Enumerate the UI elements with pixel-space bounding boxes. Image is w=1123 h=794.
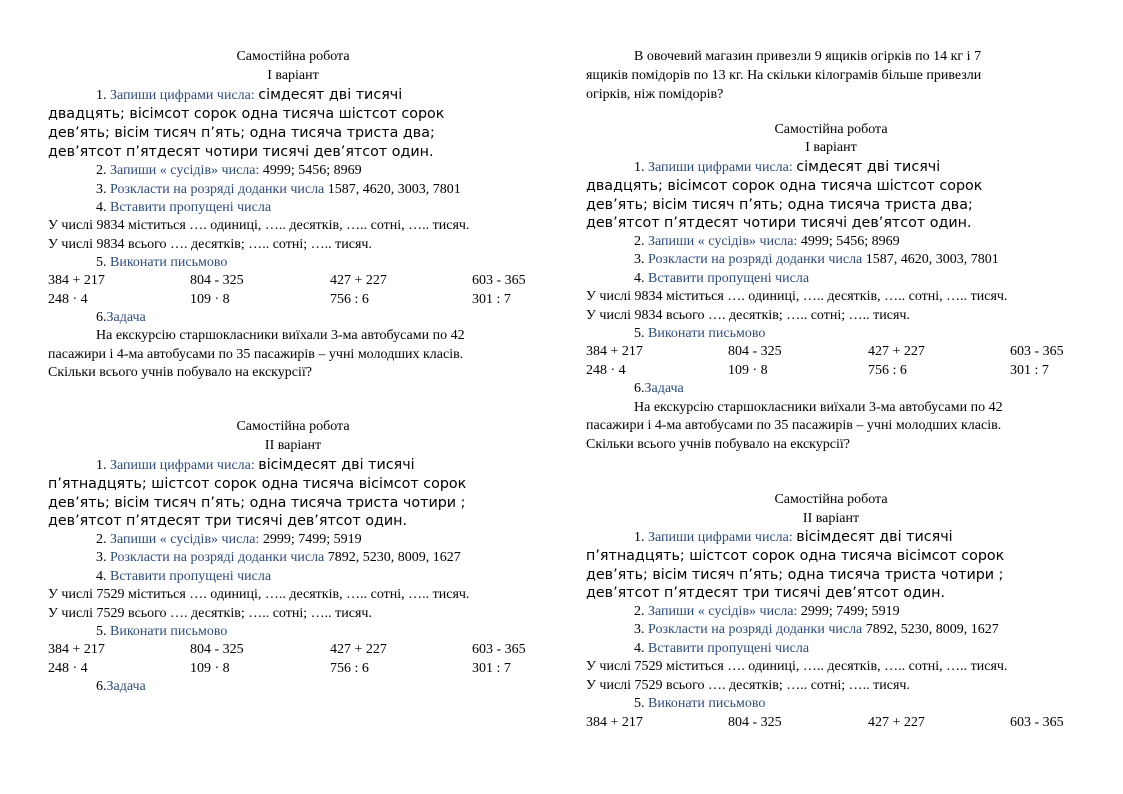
- task-label: Запиши цифрами числа:: [648, 530, 793, 545]
- task-number: 4.: [634, 641, 648, 656]
- task-number: 5.: [96, 255, 110, 270]
- exercise-row: [48, 660, 538, 678]
- task-number: 5.: [634, 696, 648, 711]
- variant-label: ІІ варіант: [264, 438, 322, 453]
- task4: [586, 270, 1123, 288]
- task1-text: дев’ятсот п’ятдесят чотири тисячі дев’ятсот один.: [48, 144, 434, 160]
- task-number: 4.: [634, 271, 648, 286]
- task-number: 6.: [634, 381, 645, 396]
- task-number: 2.: [96, 532, 110, 547]
- task-label: Виконати письмово: [110, 255, 228, 270]
- exercise: 248 · 4: [586, 363, 626, 378]
- exercise: 384 + 217: [48, 642, 105, 657]
- variant-label: ІІ варіант: [802, 511, 860, 526]
- task2: [586, 233, 1123, 251]
- exercise: 427 + 227: [868, 344, 925, 359]
- task2: [48, 531, 586, 549]
- task-number: 3.: [96, 550, 110, 565]
- task-label: Розкласти на розряді доданки числа: [110, 182, 325, 197]
- task1-text: двадцять; вісімсот сорок одна тисяча шістсот сорок: [586, 178, 983, 194]
- exercise-row: [586, 714, 1076, 732]
- task-value: 1587, 4620, 3003, 7801: [862, 252, 999, 267]
- task-value: 4999; 5456; 8969: [797, 234, 900, 249]
- task-value: 7892, 5230, 8009, 1627: [324, 550, 461, 565]
- problem-line: На екскурсію старшокласники виїхали 3-ма автобусами по 42: [634, 400, 1003, 415]
- task-label: Розкласти на розряді доданки числа: [648, 622, 863, 637]
- task4-line: У числі 9834 всього …. десятків; ….. сотні; ….. тисяч.: [586, 308, 910, 323]
- variant-label: І варіант: [267, 68, 319, 83]
- exercise: 109 · 8: [190, 292, 230, 307]
- task-value: 2999; 7499; 5919: [797, 604, 900, 619]
- task-number: 3.: [634, 252, 648, 267]
- task-number: 2.: [634, 604, 648, 619]
- problem-line: Скільки всього учнів побувало на екскурсії?: [48, 365, 312, 380]
- task-label: Виконати письмово: [648, 326, 766, 341]
- heading: Самостійна робота: [774, 122, 888, 137]
- task-number: 2.: [96, 163, 110, 178]
- exercise: 427 + 227: [330, 273, 387, 288]
- task1-text: п’ятнадцять; шістсот сорок одна тисяча вісімсот сорок: [586, 548, 1005, 564]
- exercise: 804 - 325: [728, 715, 782, 730]
- task4-line: У числі 9834 міститься …. одиниці, ….. десятків, ….. сотні, ….. тисяч.: [48, 218, 470, 233]
- exercise: 384 + 217: [48, 273, 105, 288]
- exercise-row: [48, 272, 538, 290]
- problem-line: пасажири і 4-ма автобусами по 35 пасажирів – учні молодших класів.: [586, 418, 1002, 433]
- exercise: 603 - 365: [1010, 344, 1064, 359]
- exercise: 756 : 6: [330, 292, 369, 307]
- task-value: 1587, 4620, 3003, 7801: [324, 182, 461, 197]
- task6: [48, 678, 586, 696]
- task-label: Вставити пропущені числа: [648, 641, 810, 656]
- task1: [586, 528, 1123, 547]
- heading: Самостійна робота: [236, 49, 350, 64]
- task3: [48, 549, 586, 567]
- exercise: 384 + 217: [586, 715, 643, 730]
- task4: [48, 199, 586, 217]
- task-label: Запиши « сусідів» числа:: [648, 604, 798, 619]
- task-label: Розкласти на розряді доданки числа: [648, 252, 863, 267]
- task4-line: У числі 9834 міститься …. одиниці, ….. десятків, ….. сотні, ….. тисяч.: [586, 289, 1008, 304]
- task1-text: дев’ятсот п’ятдесят три тисячі дев’ятсот один.: [48, 513, 408, 529]
- exercise: 427 + 227: [868, 715, 925, 730]
- task1: [586, 158, 1123, 177]
- exercise: 804 - 325: [728, 344, 782, 359]
- task-label: Запиши « сусідів» числа:: [110, 532, 260, 547]
- task6: [48, 309, 586, 327]
- task-value: 2999; 7499; 5919: [259, 532, 362, 547]
- task4: [48, 568, 586, 586]
- task-label: Запиши цифрами числа:: [110, 88, 255, 103]
- task1-text: вісімдесят дві тисячі: [258, 457, 415, 473]
- task4-line: У числі 7529 всього …. десятків; ….. сотні; ….. тисяч.: [48, 606, 372, 621]
- task1-text: дев’ятсот п’ятдесят чотири тисячі дев’ятсот один.: [586, 215, 972, 231]
- task1-text: вісімдесят дві тисячі: [796, 529, 953, 545]
- exercise-row: [48, 641, 538, 659]
- task-label: Запиши « сусідів» числа:: [110, 163, 260, 178]
- task4: [586, 640, 1123, 658]
- task-number: 5.: [634, 326, 648, 341]
- task-number: 3.: [96, 182, 110, 197]
- task1-text: п’ятнадцять; шістсот сорок одна тисяча вісімсот сорок: [48, 476, 467, 492]
- task-label: Вставити пропущені числа: [648, 271, 810, 286]
- problem-line: пасажири і 4-ма автобусами по 35 пасажирів – учні молодших класів.: [48, 347, 464, 362]
- task3: [586, 251, 1123, 269]
- exercise: 109 · 8: [728, 363, 768, 378]
- exercise: 804 - 325: [190, 273, 244, 288]
- task1-text: дев’ять; вісім тисяч п’ять; одна тисяча триста два;: [48, 125, 435, 141]
- task-number: 1.: [96, 458, 110, 473]
- task-label: Задача: [106, 310, 146, 325]
- task2: [586, 603, 1123, 621]
- task1-text: дев’ять; вісім тисяч п’ять; одна тисяча триста два;: [586, 197, 973, 213]
- task4-line: У числі 7529 міститься …. одиниці, ….. десятків, ….. сотні, ….. тисяч.: [48, 587, 470, 602]
- task-number: 1.: [634, 530, 648, 545]
- task-label: Запиши цифрами числа:: [648, 160, 793, 175]
- task4-line: У числі 7529 всього …. десятків; ….. сотні; ….. тисяч.: [586, 678, 910, 693]
- exercise: 756 : 6: [330, 661, 369, 676]
- task-label: Вставити пропущені числа: [110, 200, 272, 215]
- variant-label: І варіант: [805, 140, 857, 155]
- task1-text: дев’ятсот п’ятдесят три тисячі дев’ятсот один.: [586, 585, 946, 601]
- task5: [586, 695, 1123, 713]
- exercise: 603 - 365: [1010, 715, 1064, 730]
- task-number: 4.: [96, 569, 110, 584]
- heading: Самостійна робота: [774, 492, 888, 507]
- task1: [48, 456, 586, 475]
- task-label: Вставити пропущені числа: [110, 569, 272, 584]
- task3: [48, 181, 586, 199]
- task6: [586, 380, 1123, 398]
- task5: [48, 623, 586, 641]
- task4-line: У числі 7529 міститься …. одиниці, ….. десятків, ….. сотні, ….. тисяч.: [586, 659, 1008, 674]
- problem-line: ящиків помідорів по 13 кг. На скільки кілограмів більше привезли: [586, 68, 982, 83]
- problem-line: огірків, ніж помідорів?: [586, 87, 724, 102]
- task-label: Розкласти на розряді доданки числа: [110, 550, 325, 565]
- problem-line: Скільки всього учнів побувало на екскурсії?: [586, 437, 850, 452]
- task-number: 1.: [634, 160, 648, 175]
- task2: [48, 162, 586, 180]
- task-number: 4.: [96, 200, 110, 215]
- task-number: 3.: [634, 622, 648, 637]
- task1-text: дев’ять; вісім тисяч п’ять; одна тисяча триста чотири ;: [586, 567, 1004, 583]
- exercise: 603 - 365: [472, 273, 526, 288]
- exercise: 301 : 7: [472, 661, 511, 676]
- task-label: Виконати письмово: [110, 624, 228, 639]
- task1-text: сімдесят дві тисячі: [796, 159, 941, 175]
- problem-line: На екскурсію старшокласники виїхали 3-ма автобусами по 42: [96, 328, 465, 343]
- task-number: 5.: [96, 624, 110, 639]
- task-number: 1.: [96, 88, 110, 103]
- exercise: 301 : 7: [472, 292, 511, 307]
- exercise-row: [586, 343, 1076, 361]
- exercise: 301 : 7: [1010, 363, 1049, 378]
- task-number: 2.: [634, 234, 648, 249]
- exercise-row: [48, 291, 538, 309]
- task-label: Запиши « сусідів» числа:: [648, 234, 798, 249]
- exercise: 756 : 6: [868, 363, 907, 378]
- task1-text: двадцять; вісімсот сорок одна тисяча шістсот сорок: [48, 106, 445, 122]
- task-label: Задача: [106, 679, 146, 694]
- task-label: Виконати письмово: [648, 696, 766, 711]
- task5: [586, 325, 1123, 343]
- task1-text: дев’ять; вісім тисяч п’ять; одна тисяча триста чотири ;: [48, 495, 466, 511]
- exercise: 248 · 4: [48, 661, 88, 676]
- problem-line: В овочевий магазин привезли 9 ящиків огірків по 14 кг і 7: [634, 49, 982, 64]
- exercise: 804 - 325: [190, 642, 244, 657]
- exercise: 603 - 365: [472, 642, 526, 657]
- task-number: 6.: [96, 310, 107, 325]
- exercise: 109 · 8: [190, 661, 230, 676]
- exercise: 384 + 217: [586, 344, 643, 359]
- task-number: 6.: [96, 679, 107, 694]
- exercise: 248 · 4: [48, 292, 88, 307]
- exercise: 427 + 227: [330, 642, 387, 657]
- task5: [48, 254, 586, 272]
- task3: [586, 621, 1123, 639]
- task-value: 4999; 5456; 8969: [259, 163, 362, 178]
- task-label: Задача: [644, 381, 684, 396]
- task4-line: У числі 9834 всього …. десятків; ….. сотні; ….. тисяч.: [48, 237, 372, 252]
- task1: [48, 86, 586, 105]
- task-value: 7892, 5230, 8009, 1627: [862, 622, 999, 637]
- heading: Самостійна робота: [236, 419, 350, 434]
- task1-text: сімдесят дві тисячі: [258, 87, 403, 103]
- exercise-row: [586, 362, 1076, 380]
- task-label: Запиши цифрами числа:: [110, 458, 255, 473]
